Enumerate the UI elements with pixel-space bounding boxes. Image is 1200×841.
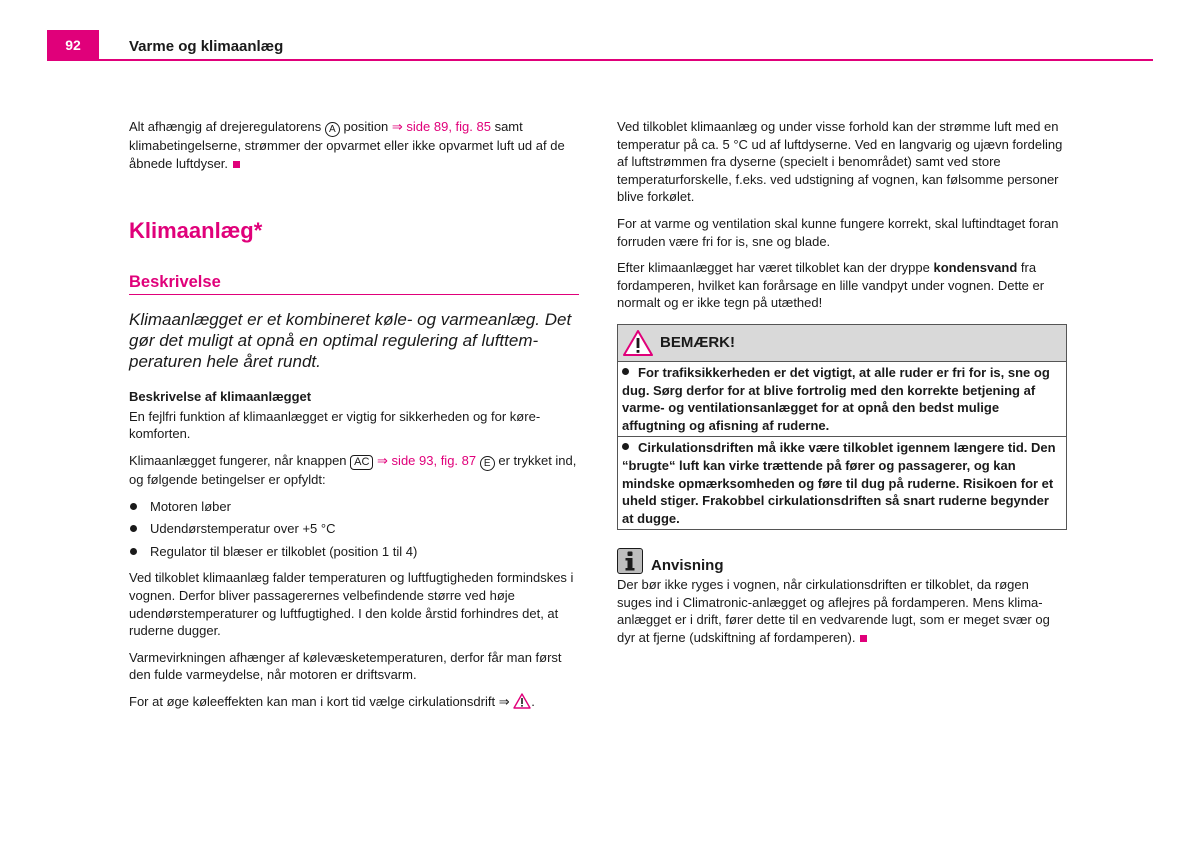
paragraph-5 xyxy=(129,693,579,711)
list-item: Motoren løber xyxy=(129,498,579,516)
bullet-icon xyxy=(622,368,629,375)
section-title: Klimaanlæg* xyxy=(129,218,263,244)
arrow-ref[interactable]: ⇒ xyxy=(498,693,510,709)
rp3-text-1: Efter klimaanlægget har været tilkoblet kan der dryppe xyxy=(617,260,934,276)
intro-paragraph xyxy=(129,118,579,172)
left-column xyxy=(129,118,579,720)
info-icon xyxy=(617,548,643,574)
right-paragraph-3 xyxy=(617,259,1067,312)
paragraph-4: Varmevirkningen afhænger af kølevæsketemperaturen, derfor får man først den fulde varmeydelse, når motoren er driftsvarm. xyxy=(129,649,562,683)
right-paragraph-2: For at varme og ventilation skal kunne fungere korrekt, skal luftindtaget foran forruden være fri for is, sne og blade. xyxy=(617,215,1059,249)
chapter-title: Varme og klimaanlæg xyxy=(129,38,284,55)
p5-text-1: For at øge køleeffekten kan man i kort tid vælge cirkulationsdrift xyxy=(129,693,499,709)
page-number: 92 xyxy=(47,30,99,60)
minor-heading: Beskrivelse af klimaanlægget xyxy=(129,389,312,405)
paragraph-2 xyxy=(129,452,579,489)
warning-triangle-icon[interactable] xyxy=(513,693,531,709)
conditions-list xyxy=(129,498,579,561)
paragraph-3: Ved tilkoblet klimaanlæg falder temperaturen og luftfugtigheden formindskes i vognen. Derfor bliver passagerernes velbefindende større ved høje udendørstemperaturer og luftfugtighed. I den kolde årstid forhindres det, at ruderne dugger. xyxy=(129,570,574,639)
warning-notice xyxy=(617,324,1067,530)
hint-header xyxy=(617,548,1067,574)
page-header xyxy=(47,30,1153,62)
notice-header xyxy=(618,325,1066,362)
link-side-93[interactable]: ⇒ side 93, fig. 87 xyxy=(373,452,480,468)
p2-text-2: er trykket ind, og følgende betingelser er opfyldt: xyxy=(129,452,577,487)
hint-text-content: Der bør ikke ryges i vognen, når cirkulationsdriften er tilkoblet, da røgen suges ind i Climatronic-anlægget og aflejres på fordamperen. Mens klimaanlægget er i drift, fører dette til en vedvarende lugt, som er meget svær og dyr at fjerne (udskiftning af fordamperen). xyxy=(617,577,1050,646)
notice-title: BEMÆRK! xyxy=(660,334,735,352)
warning-triangle-icon xyxy=(622,329,654,357)
p2-text-1: Klimaanlægget fungerer, når knappen xyxy=(129,452,351,468)
intro-text-3: samt klimabetingelserne, strømmer der opvarmet eller ikke opvarmet luft ud af de åbnede luftdyser. xyxy=(129,119,565,171)
intro-text-1: Alt afhængig af drejeregulatorens xyxy=(129,119,325,134)
intro-text-2: position xyxy=(339,119,392,134)
hint-block xyxy=(617,548,1067,646)
list-item: Regulator til blæser er tilkoblet (position 1 til 4) xyxy=(129,543,579,561)
hint-title: Anvisning xyxy=(651,557,724,575)
link-side-89[interactable]: ⇒ side 89, fig. 85 xyxy=(391,119,491,134)
hint-text xyxy=(617,576,1067,646)
right-paragraph-1: Ved tilkoblet klimaanlæg og under visse forhold kan der strømme luft med en temperatur på ca. 5 °C ud af luftdyserne. Ved en langvarig og ujævn fordeling af luftstrømmen fra dyserne (specielt i benområdet) samt ved store temperaturforskelle, f.eks. ved udstigning af vognen, kan følsomme personer blive forkølet. xyxy=(617,119,1063,205)
end-square-icon xyxy=(233,161,240,168)
notice-item xyxy=(622,364,1062,434)
notice-body xyxy=(618,362,1066,529)
list-item: Udendørstemperatur over +5 °C xyxy=(129,520,579,538)
header-rule xyxy=(47,59,1153,61)
rp3-text-2: fra fordamperen, hvilket kan forårsage en lille vandpyt under vognen. Dette er normalt og er ikke tegn på utæthed! xyxy=(617,260,1045,311)
right-column xyxy=(617,118,1067,656)
bullet-icon xyxy=(622,443,629,450)
badge-a: A xyxy=(325,122,340,137)
badge-e: E xyxy=(480,456,495,471)
ac-key: AC xyxy=(350,455,373,470)
rp3-bold: kondensvand xyxy=(933,260,1018,276)
notice-item-text: For trafiksikkerheden er det vigtigt, at alle ruder er fri for is, sne og dug. Sørg derfor for at blive fortrolig med den korrekte betjening af varme- og ventilationsanlægget for at opnå den bedst mulige affugtning og afisning af ruderne. xyxy=(622,364,1050,433)
paragraph-1: En fejlfri funktion af klimaanlægget er vigtig for sikkerheden og for kørekomforten. xyxy=(129,408,541,442)
p5-text-2: . xyxy=(531,693,535,709)
subsection-title: Beskrivelse xyxy=(129,272,579,295)
lead-paragraph: Klimaanlægget er et kombineret køle- og varmeanlæg. Det gør det muligt at opnå en optimal regulering af lufttemperaturen hele året rundt. xyxy=(129,310,572,372)
end-square-icon xyxy=(860,635,867,642)
notice-item-text: Cirkulationsdriften må ikke være tilkoblet igennem længere tid. Den “brugte“ luft kan virke trættende på fører og passagerer, og kan mindske opmærksomheden og føre til dug på ruderne. Risikoen for et uheld stiger. Frakobbel cirkulationsdriften så snart ruderne begynder at dugge. xyxy=(622,440,1056,526)
notice-item xyxy=(618,436,1066,527)
